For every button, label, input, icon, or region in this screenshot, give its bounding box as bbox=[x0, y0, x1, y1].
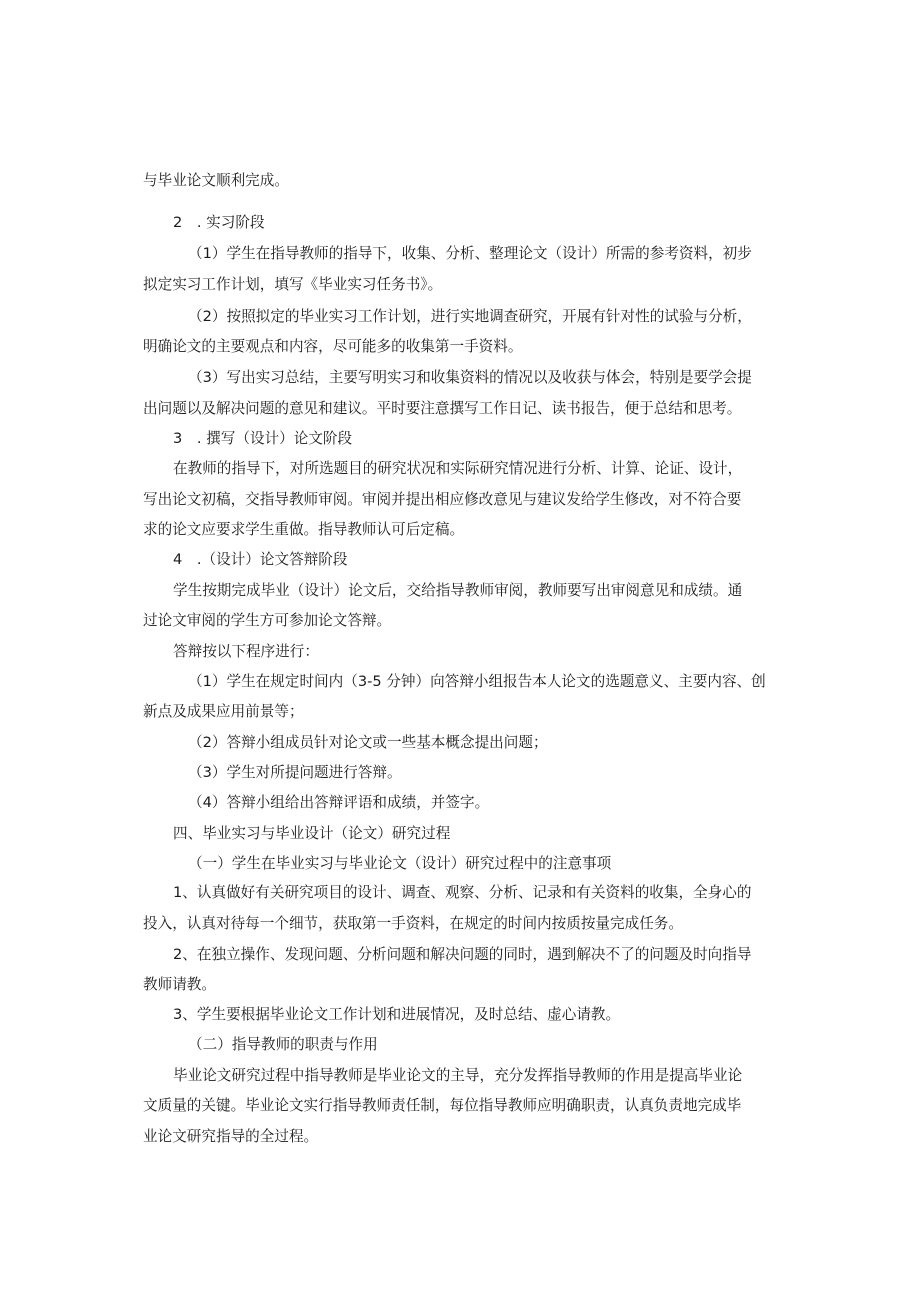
paragraph-line: 业论文研究指导的全过程。 bbox=[143, 1128, 319, 1145]
paragraph-line: 文质量的关键。毕业论文实行指导教师责任制，每位指导教师应明确职责，认真负责地完成毕 bbox=[143, 1097, 742, 1114]
paragraph-line: 拟定实习工作计划，填写《毕业实习任务书》。 bbox=[143, 276, 443, 293]
paragraph-line: 求的论文应要求学生重做。指导教师认可后定稿。 bbox=[143, 521, 465, 538]
subsection-heading: （二）指导教师的职责与作用 bbox=[188, 1036, 378, 1053]
paragraph-line: （4）答辩小组给出答辩评语和成绩，并签字。 bbox=[188, 794, 490, 811]
paragraph-line: 2、在独立操作、发现问题、分析问题和解决问题的同时，遇到解决不了的问题及时向指导 bbox=[173, 946, 752, 963]
paragraph-line: 学生按期完成毕业（设计）论文后，交给指导教师审阅，教师要写出审阅意见和成绩。通 bbox=[173, 582, 743, 599]
section-heading: 2 . 实习阶段 bbox=[173, 214, 265, 231]
paragraph-line: （3）写出实习总结，主要写明实习和收集资料的情况以及收获与体会，特别是要学会提 bbox=[188, 369, 752, 386]
section-heading: 四、毕业实习与毕业设计（论文）研究过程 bbox=[173, 825, 451, 842]
paragraph-line: 投入，认真对待每一个细节，获取第一手资料，在规定的时间内按质按量完成任务。 bbox=[143, 915, 683, 932]
section-heading: 3 . 撰写（设计）论文阶段 bbox=[173, 430, 353, 447]
paragraph-line: 1、认真做好有关研究项目的设计、调查、观察、分析、记录和有关资料的收集，全身心的 bbox=[173, 884, 752, 901]
paragraph-line: （2）答辩小组成员针对论文或一些基本概念提出问题； bbox=[188, 734, 548, 751]
paragraph-line: 毕业论文研究过程中指导教师是毕业论文的主导，充分发挥指导教师的作用是提高毕业论 bbox=[173, 1067, 743, 1084]
paragraph-line: 答辩按以下程序进行： bbox=[173, 643, 319, 660]
paragraph-line: （1）学生在指导教师的指导下，收集、分析、整理论文（设计）所需的参考资料，初步 bbox=[188, 245, 752, 262]
subsection-heading: （一）学生在毕业实习与毕业论文（设计）研究过程中的注意事项 bbox=[188, 855, 612, 872]
paragraph-line: （2）按照拟定的毕业实习工作计划，进行实地调查研究，开展有针对性的试验与分析， bbox=[188, 308, 752, 325]
paragraph-line: 写出论文初稿，交指导教师审阅。审阅并提出相应修改意见与建议发给学生修改，对不符合要 bbox=[143, 491, 742, 508]
section-heading: 4 .（设计）论文答辩阶段 bbox=[173, 551, 348, 568]
paragraph-line: 教师请教。 bbox=[143, 976, 216, 993]
paragraph-line: 新点及成果应用前景等； bbox=[143, 703, 304, 720]
paragraph-line: 过论文审阅的学生方可参加论文答辩。 bbox=[143, 612, 392, 629]
paragraph-line: 出问题以及解决问题的意见和建议。平时要注意撰写工作日记、读书报告，便于总结和思考。 bbox=[143, 400, 742, 417]
paragraph-line: 3、学生要根据毕业论文工作计划和进展情况，及时总结、虚心请教。 bbox=[173, 1006, 621, 1023]
paragraph-line: 明确论文的主要观点和内容，尽可能多的收集第一手资料。 bbox=[143, 338, 523, 355]
paragraph-line: （3）学生对所提问题进行答辩。 bbox=[188, 764, 402, 781]
paragraph-line: （1）学生在规定时间内（3-5 分钟）向答辩小组报告本人论文的选题意义、主要内容、创 bbox=[188, 673, 766, 690]
paragraph-line: 与毕业论文顺利完成。 bbox=[143, 172, 289, 189]
paragraph-line: 在教师的指导下，对所选题目的研究状况和实际研究情况进行分析、计算、论证、设计， bbox=[173, 460, 743, 477]
